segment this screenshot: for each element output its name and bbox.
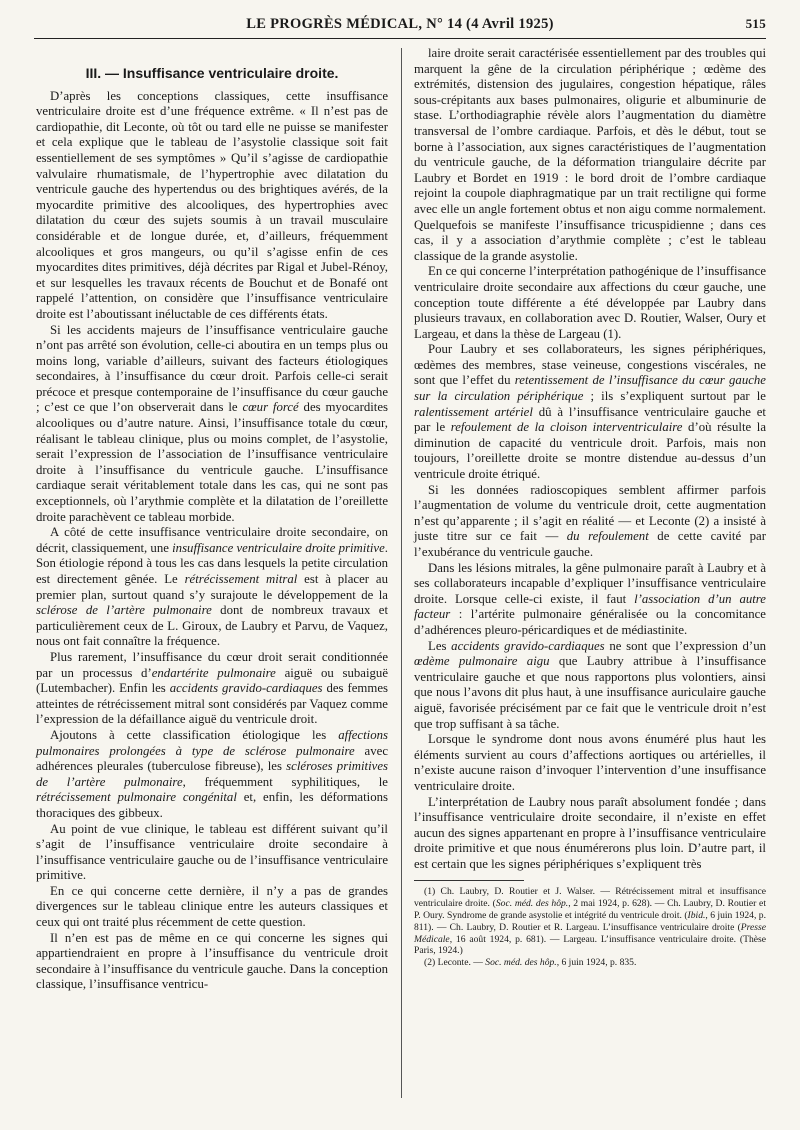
page-number: 515 xyxy=(745,16,766,31)
italic-text: Soc. méd. des hôp. xyxy=(485,957,557,969)
paragraph xyxy=(414,483,766,561)
text-run: D’après les conceptions classiques, cette insuffisance ventriculaire droite est d’une fréquence extrême. « Il n’est pas de cardiopathie, dit Leconte, où tôt ou tard elle ne puisse se manifester et cela explique que le tableau de l’asystolie classique soit fait essentiellement de ses symptômes » Qu’il s’agisse de cardiopathie valvulaire rhumatismale, de l’hypertrophie avec dilatation du ventricule gauche des hypertendus ou des brightiques avérés, de la myocardite primitive des alcooliques, des hypertrophies avec dilatation du cœur des sujets soumis à un travail musculaire considérable et de longue durée, et, d’ailleurs, fréquemment alcooliques et gros mangeurs, ou qu’il s’agisse enfin de ces myocardites dites primitives, déjà décrites par Rigal et Jubel-Rénoy, et sur lesquelles les travaux récents de Bouchut et de Bonafé ont rappelé l’attention, on considère que l’insuffisance ventriculaire droite est l’aboutissant inéluctable de ces différents états. xyxy=(36,88,388,321)
footnote xyxy=(414,957,766,969)
text-run: ; ils s’expliquent surtout par le xyxy=(583,389,766,404)
running-header xyxy=(34,14,766,39)
footnote xyxy=(414,886,766,957)
text-run: L’interprétation de Laubry nous paraît absolument fondée ; dans l’insuffisance ventriculaire droite secondaire, il n’existe en effet aucun des signes appartenant en propre à l’insuffisance ventriculaire droite primitive et que nous énumérerons plus loin. D’autre part, il est certain que les signes périphériques s’expliquent très xyxy=(414,794,766,871)
text-run: , 16 août 1924, p. 681). — Largeau. L’insuffisance ventriculaire droite. (Thèse Paris, 1924.) xyxy=(414,933,766,957)
text-run: et, enfin, les déformations thoraciques des gibbeux. xyxy=(36,790,388,820)
text-run: Les xyxy=(428,638,452,653)
text-run: Si les accidents majeurs de l’insuffisance ventriculaire gauche n’ont pas arrêté son évolution, celle-ci aboutira en un temps plus ou moins long, variable d’ailleurs, suivant des facteurs étiologiques secondaires, à l’insuffisance du cœur droit. Parfois celle-ci serait précoce et presque contemporaine de l’insuffisance du cœur gauche ; c’est ce que l’on observerait dans le xyxy=(36,322,388,415)
italic-text: refoulement de la cloison interventriculaire xyxy=(450,420,683,435)
text-run: dont de nombreux travaux et particulièrement ceux de L. Giroux, de Laubry et Parvu, de Vaquez, nous ont fait connaître la fréquence. xyxy=(36,603,389,649)
paragraph xyxy=(36,822,388,884)
paragraph xyxy=(36,650,388,728)
italic-text: Presse Médicale xyxy=(414,921,766,945)
italic-text: rétrécissement mitral xyxy=(184,572,298,586)
right-column xyxy=(414,46,766,969)
italic-text: ralentissement artériel xyxy=(414,404,533,419)
text-run: d’où résulte la diminution de capacité du ventricule droit. Parfois, mais non toujours, l’oreillette droite se montre distendue au-dessus d’un ventricule droite étriqué. xyxy=(414,420,766,482)
italic-text: l’association d’un autre facteur xyxy=(414,591,766,622)
text-run: est à placer au premier plan, surtout quand s’y surajoute le développement de la xyxy=(36,572,388,602)
text-run: Il n’en est pas de même en ce qui concerne les signes qui appartiendraient en propre à l’insuffisance du ventricule droit secondaire à l’insuffisance du ventricule gauche. Dans la conception classique, l’insuffisance ventricu- xyxy=(36,930,388,992)
paragraph xyxy=(414,46,766,264)
italic-text: scléroses primitives de l’artère pulmonaire xyxy=(36,759,388,789)
paragraph xyxy=(36,525,388,650)
text-run: Dans les lésions mitrales, la gêne pulmonaire paraît à Laubry et à ses collaborateurs incapable d’expliquer l’insuffisance ventriculaire droite. Lorsque celle-ci existe, il faut xyxy=(414,560,766,606)
section-title: III. — Insuffisance ventriculaire droite. xyxy=(85,65,339,81)
italic-text: affections pulmonaires prolongées à type de sclérose pulmonaire xyxy=(36,727,388,758)
text-run: En ce qui concerne cette dernière, il n’y a pas de grandes divergences sur le tableau clinique entre les auteurs classiques et ceux qui ont traité plus récemment de cette question. xyxy=(36,883,388,930)
italic-text: endartérite pulmonaire xyxy=(151,665,276,680)
text-run: Si les données radioscopiques semblent affirmer parfois l’augmentation de volume du ventricule droit, cette augmentation n’est qu’apparente ; il s’agit en réalité — et Leconte (2) a insisté à juste titre sur ce fait — xyxy=(414,482,766,544)
text-run: , fréquemment syphilitiques, le xyxy=(182,774,388,789)
text-run: : l’artérite pulmonaire généralisée ou la concomitance d’adhérences pleuro-péricardiques et de médiastinite. xyxy=(414,607,766,637)
paragraph xyxy=(36,728,388,822)
text-run: , 2 mai 1924, p. 628). — Ch. Laubry, D. Routier et P. Oury. Syndrome de grande asystolie et intégrité du ventricule droit. ( xyxy=(414,898,766,922)
paragraph xyxy=(414,561,766,639)
text-run: Plus rarement, l’insuffisance du cœur droit serait conditionnée par un processus d’ xyxy=(36,649,388,680)
italic-text: cœur forcé xyxy=(242,400,299,415)
paragraph xyxy=(414,732,766,794)
italic-text: retentissement de l’insuffisance du cœur gauche sur la circulation périphérique xyxy=(414,373,766,404)
left-column-body xyxy=(36,89,388,993)
italic-text: du refoulement xyxy=(566,529,649,544)
italic-text: Soc. méd. des hôp. xyxy=(495,898,569,910)
paragraph xyxy=(414,264,766,342)
text-run: avec adhérences pleurales (tuberculose fibreuse), les xyxy=(36,743,388,774)
paragraph xyxy=(36,884,388,931)
text-run: . Son étiologie répond à tous les cas dans lesquels la petite circulation est directement gênée. Le xyxy=(36,540,388,586)
text-run: ne sont que l’expression d’un xyxy=(604,638,766,653)
text-run: des femmes atteintes de rétrécissement mitral sont considérés par Vaquez comme l’expression de la défaillance aiguë du ventricule droit. xyxy=(36,681,388,727)
paragraph xyxy=(414,639,766,733)
text-run: Au point de vue clinique, le tableau est différent suivant qu’il s’agit de l’insuffisance ventriculaire droite secondaire à l’insuffisance ventriculaire gauche ou de l’insuffisance ventriculaire primitive. xyxy=(36,821,388,883)
italic-text: Ibid. xyxy=(687,910,706,922)
paragraph xyxy=(36,323,388,526)
left-column xyxy=(36,46,388,993)
paragraph xyxy=(36,89,388,323)
text-run: , 6 juin 1924, p. 835. xyxy=(556,957,637,969)
footnotes xyxy=(414,886,766,969)
text-run: Ajoutons à cette classification étiologique les xyxy=(50,727,339,742)
journal-title: LE PROGRÈS MÉDICAL, N° 14 (4 Avril 1925) xyxy=(246,16,554,32)
italic-text: rétrécissement pulmonaire congénital xyxy=(36,790,237,805)
right-column-body xyxy=(414,46,766,872)
paragraph xyxy=(36,931,388,993)
footnote-rule xyxy=(414,880,524,881)
italic-text: sclérose de l’artère pulmonaire xyxy=(36,603,212,618)
text-run: laire droite serait caractérisée essentiellement par des troubles qui marquent la gêne de la circulation périphérique ; œdème des extrémités, distension des jugulaires, congestion hépatique, râles sous-crépitants aux bases pulmonaires, oligurie et albuminurie de stase. L’orthodiagraphie révèle alors l’augmentation du diamètre transversal de l’ombre cardiaque. Parfois, et dès le début, tout se borne à l’association, aux signes caractéristiques de l’augmentation du ventricule gauche, de la déformation triangulaire décrite par Laubry et Bordet en 1919 : le bord droit de l’ombre cardiaque rejoint la coupole diaphragmatique par un trait rectiligne qui forme avec elle un angle fortement obtus et non aigu comme normalement. Quelquefois se manifeste l’insuffisance tricuspidienne ; dans ces cas, il y a association d’arythmie complète ; c’est le tableau classique de la grande asystolie. xyxy=(414,46,766,263)
italic-text: œdème pulmonaire aigu xyxy=(414,654,550,669)
text-run: de cette cavité par l’exubérance du ventricule gauche. xyxy=(414,529,766,559)
text-run: aiguë ou subaiguë (Lutembacher). Enfin les xyxy=(36,665,388,696)
text-run: (1) Ch. Laubry, D. Routier et J. Walser. — Rétrécissement mitral et insuffisance ventriculaire droite. ( xyxy=(414,886,766,910)
italic-text: insuffisance ventriculaire droite primitive xyxy=(172,540,385,555)
text-run: dû à l’insuffisance ventriculaire gauche et par le xyxy=(414,404,766,435)
text-run: Lorsque le syndrome dont nous avons énuméré plus haut les éléments survient au cours d’affections aortiques ou artérielles, il n’existe aucune raison d’invoquer l’intervention d’une insuffisance ventriculaire droite. xyxy=(414,732,766,793)
text-run: des myocardites alcooliques ou d’autre nature. Ainsi, l’insuffisance totale du cœur, réalisant le tableau clinique, plus ou moins complet, de l’asystolie, serait l’expression de l’association de l’insuffisance ventriculaire droite à l’insuffisance du ventricule gauche. L’insuffisance cardiaque serait véritablement totale dans les cas, qui ne sont pas exceptionnels, où l’arythmie complète et la dilatation de l’oreillette droite parachèvent ce tableau morbide. xyxy=(36,400,389,524)
paragraph xyxy=(414,795,766,873)
text-run: Pour Laubry et ses collaborateurs, les signes périphériques, œdèmes des membres, stase veineuse, congestions viscérales, ne sont que l’effet du xyxy=(414,342,766,388)
column-divider xyxy=(401,48,402,1098)
italic-text: accidents gravido-cardiaques xyxy=(451,638,605,653)
italic-text: accidents gravido-cardiaques xyxy=(169,681,323,696)
text-run: En ce qui concerne l’interprétation pathogénique de l’insuffisance ventriculaire droite secondaire aux affections du cœur gauche, une conception toute différente a été développée par Laubry dans plusieurs travaux, en collaboration avec D. Routier, Walser, Oury et Largeau, et dans la thèse de Largeau (1). xyxy=(414,264,766,341)
text-run: (2) Leconte. — xyxy=(424,957,486,969)
paragraph xyxy=(414,342,766,482)
text-run: que Laubry attribue à l’insuffisance ventriculaire gauche et que nous rapportons plus volontiers, ainsi que nous l’avons dit plus haut, à une insuffisance auriculaire gauche aiguë, favorisée précisément par ce fait que le ventricule droit n’est que trop suffisant à sa tâche. xyxy=(414,654,767,731)
text-run: A côté de cette insuffisance ventriculaire droite secondaire, on décrit, classiquement, une xyxy=(36,525,388,555)
text-run: , 6 juin 1924, p. 811). — Ch. Laubry, D. Routier et R. Largeau. L’insuffisance ventriculaire droite ( xyxy=(414,910,766,933)
